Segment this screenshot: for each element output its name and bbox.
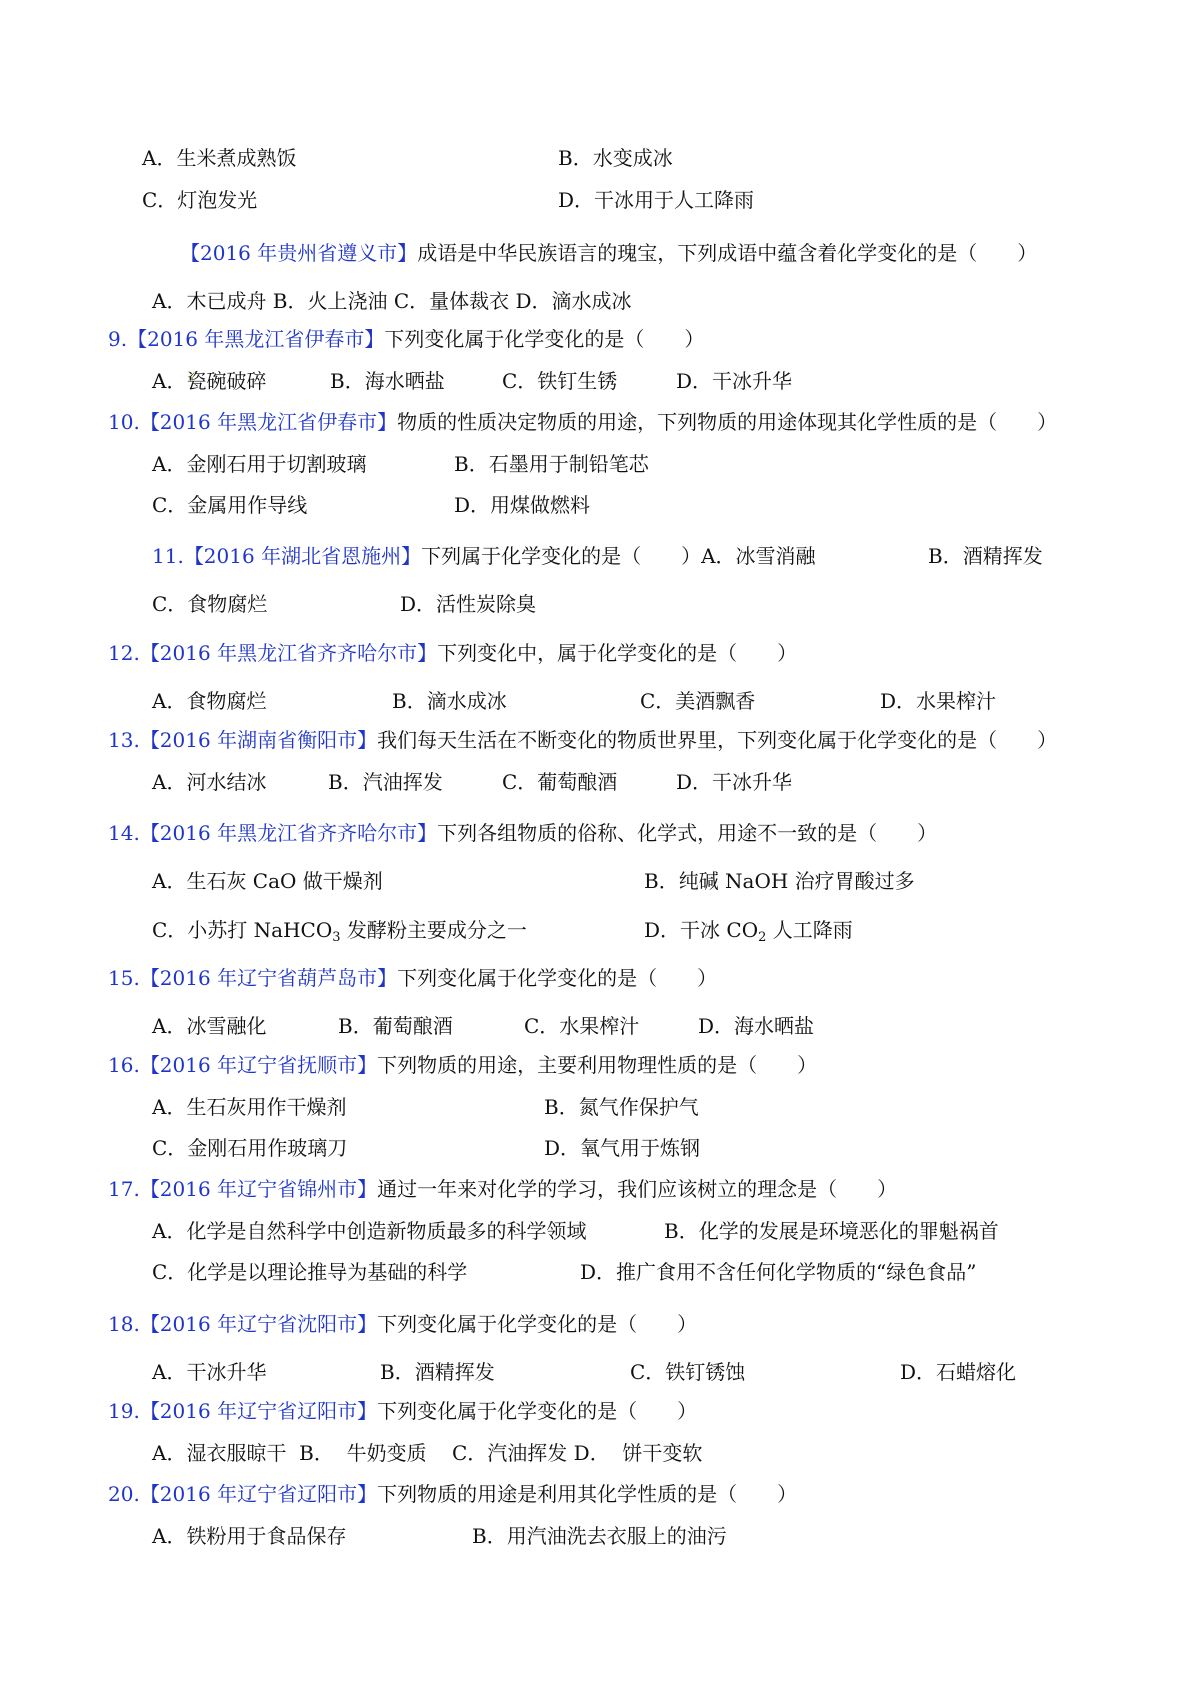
- q14-option-c-rest: 发酵粉主要成分之一: [340, 918, 527, 942]
- q20-number: 20.: [108, 1482, 140, 1506]
- q17-option-b: B．化学的发展是环境恶化的罪魁祸首: [664, 1219, 999, 1243]
- q18-stem: 下列变化属于化学变化的是（ ）: [377, 1312, 698, 1336]
- q12-option-d: D．水果榨汁: [880, 689, 997, 713]
- q12-number: 12.: [108, 641, 140, 665]
- q15-stem: 下列变化属于化学变化的是（ ）: [397, 966, 718, 990]
- question-15: [108, 965, 717, 991]
- question-8: [180, 240, 1037, 266]
- q17-option-d: D．推广食用不含任何化学物质的“绿色食品”: [580, 1260, 977, 1284]
- q14-option-a: A．生石灰 CaO 做干燥剂: [152, 869, 383, 893]
- q10-stem: 物质的性质决定物质的用途，下列物质的用途体现其化学性质的是（ ）: [397, 410, 1058, 434]
- q13-option-a: A．河水结冰: [152, 770, 267, 794]
- q9-number: 9.: [108, 327, 128, 351]
- q13-option-d: D．干冰升华: [676, 770, 793, 794]
- question-13: [108, 727, 1057, 753]
- q7-option-a: A．生米煮成熟饭: [142, 146, 297, 170]
- question-17: [108, 1176, 897, 1202]
- q7-option-c: C．灯泡发光: [142, 188, 258, 212]
- q18-number: 18.: [108, 1312, 140, 1336]
- q9-stem: 下列变化属于化学变化的是（ ）: [384, 327, 705, 351]
- q18-source: 【2016 年辽宁省沈阳市】: [139, 1312, 378, 1336]
- q14-option-d-rest: 人工降雨: [766, 918, 853, 942]
- q19-number: 19.: [108, 1399, 140, 1423]
- q9-source: 【2016 年黑龙江省伊春市】: [127, 327, 385, 351]
- q18-option-d: D．石蜡熔化: [900, 1360, 1017, 1384]
- q14-number: 14.: [108, 821, 140, 845]
- q11-number: 11.: [152, 544, 184, 568]
- q9-option-d: D．干冰升华: [676, 369, 793, 393]
- q13-number: 13.: [108, 728, 140, 752]
- question-19: [108, 1398, 697, 1424]
- q12-option-c: C．美酒飘香: [640, 689, 756, 713]
- q18-option-c: C．铁钉锈蚀: [630, 1360, 746, 1384]
- q10-option-a: A．金刚石用于切割玻璃: [152, 452, 367, 476]
- q19-options: A．湿衣服晾干 B． 牛奶变质 C．汽油挥发 D． 饼干变软: [152, 1441, 703, 1465]
- q13-option-c: C．葡萄酿酒: [502, 770, 618, 794]
- q19-source: 【2016 年辽宁省辽阳市】: [139, 1399, 378, 1423]
- q16-option-d: D．氧气用于炼钢: [544, 1136, 701, 1160]
- q13-option-b: B．汽油挥发: [328, 770, 443, 794]
- q8-stem: 成语是中华民族语言的瑰宝，下列成语中蕴含着化学变化的是（ ）: [417, 241, 1038, 265]
- q20-source: 【2016 年辽宁省辽阳市】: [139, 1482, 378, 1506]
- q20-stem: 下列物质的用途是利用其化学性质的是（ ）: [377, 1482, 798, 1506]
- q15-source: 【2016 年辽宁省葫芦岛市】: [139, 966, 398, 990]
- q15-option-d: D．海水晒盐: [698, 1014, 815, 1038]
- q16-option-b: B．氮气作保护气: [544, 1095, 699, 1119]
- q10-option-c: C．金属用作导线: [152, 493, 308, 517]
- q14-option-d-subscript: 2: [758, 930, 767, 945]
- q16-source: 【2016 年辽宁省抚顺市】: [139, 1053, 378, 1077]
- q17-stem: 通过一年来对化学的学习，我们应该树立的理念是（ ）: [377, 1177, 898, 1201]
- q16-number: 16.: [108, 1053, 140, 1077]
- q14-option-d-text: D．干冰 CO: [644, 918, 759, 942]
- q14-option-c-text: C．小苏打 NaHCO: [152, 918, 333, 942]
- q17-number: 17.: [108, 1177, 140, 1201]
- q14-option-b: B．纯碱 NaOH 治疗胃酸过多: [644, 869, 915, 893]
- q10-number: 10.: [108, 410, 140, 434]
- q12-source: 【2016 年黑龙江省齐齐哈尔市】: [139, 641, 438, 665]
- q18-option-b: B．酒精挥发: [380, 1360, 495, 1384]
- q15-option-b: B．葡萄酿酒: [338, 1014, 453, 1038]
- q9-option-a: A．瓷碗破碎: [152, 369, 267, 393]
- q9-option-b: B．海水晒盐: [330, 369, 445, 393]
- q9-option-c: C．铁钉生锈: [502, 369, 618, 393]
- q10-option-d: D．用煤做燃料: [454, 493, 591, 517]
- q12-option-b: B．滴水成冰: [392, 689, 507, 713]
- q11-option-b: B．酒精挥发: [928, 544, 1043, 568]
- question-12: [108, 640, 797, 666]
- q17-option-c: C．化学是以理论推导为基础的科学: [152, 1260, 468, 1284]
- q13-source: 【2016 年湖南省衡阳市】: [139, 728, 378, 752]
- q7-option-d: D．干冰用于人工降雨: [558, 188, 755, 212]
- q12-option-a: A．食物腐烂: [152, 689, 267, 713]
- question-16: [108, 1052, 817, 1078]
- q15-option-a: A．冰雪融化: [152, 1014, 267, 1038]
- q16-option-c: C．金刚石用作玻璃刀: [152, 1136, 348, 1160]
- q20-option-a: A．铁粉用于食品保存: [152, 1524, 347, 1548]
- question-11: [152, 543, 816, 569]
- q19-stem: 下列变化属于化学变化的是（ ）: [377, 1399, 698, 1423]
- q13-stem: 我们每天生活在不断变化的物质世界里，下列变化属于化学变化的是（ ）: [377, 728, 1058, 752]
- q14-stem: 下列各组物质的俗称、化学式，用途不一致的是（ ）: [437, 821, 938, 845]
- q16-option-a: A．生石灰用作干燥剂: [152, 1095, 347, 1119]
- q7-option-b: B．水变成冰: [558, 146, 673, 170]
- q16-stem: 下列物质的用途，主要利用物理性质的是（ ）: [377, 1053, 818, 1077]
- q18-option-a: A．干冰升华: [152, 1360, 267, 1384]
- q11-option-d: D．活性炭除臭: [400, 592, 537, 616]
- question-18: [108, 1311, 697, 1337]
- q14-option-d: [644, 917, 853, 943]
- q15-number: 15.: [108, 966, 140, 990]
- question-9: [108, 326, 704, 352]
- q8-source: 【2016 年贵州省遵义市】: [180, 241, 418, 265]
- q17-source: 【2016 年辽宁省锦州市】: [139, 1177, 378, 1201]
- q12-stem: 下列变化中，属于化学变化的是（ ）: [437, 641, 798, 665]
- q10-option-b: B．石墨用于制铅笔芯: [454, 452, 649, 476]
- q14-option-c-subscript: 3: [332, 930, 341, 945]
- question-20: [108, 1481, 797, 1507]
- q11-stem: 下列属于化学变化的是（ ）A．冰雪消融: [421, 544, 816, 568]
- q11-option-c: C．食物腐烂: [152, 592, 268, 616]
- q14-option-c: [152, 917, 527, 943]
- q8-options: A．木已成舟 B．火上浇油 C．量体裁衣 D．滴水成冰: [152, 289, 632, 313]
- q11-source: 【2016 年湖北省恩施州】: [183, 544, 422, 568]
- question-14: [108, 820, 937, 846]
- q14-source: 【2016 年黑龙江省齐齐哈尔市】: [139, 821, 438, 845]
- q10-source: 【2016 年黑龙江省伊春市】: [139, 410, 398, 434]
- question-10: [108, 409, 1057, 435]
- q15-option-c: C．水果榨汁: [524, 1014, 640, 1038]
- q20-option-b: B．用汽油洗去衣服上的油污: [472, 1524, 727, 1548]
- q17-option-a: A．化学是自然科学中创造新物质最多的科学领域: [152, 1219, 587, 1243]
